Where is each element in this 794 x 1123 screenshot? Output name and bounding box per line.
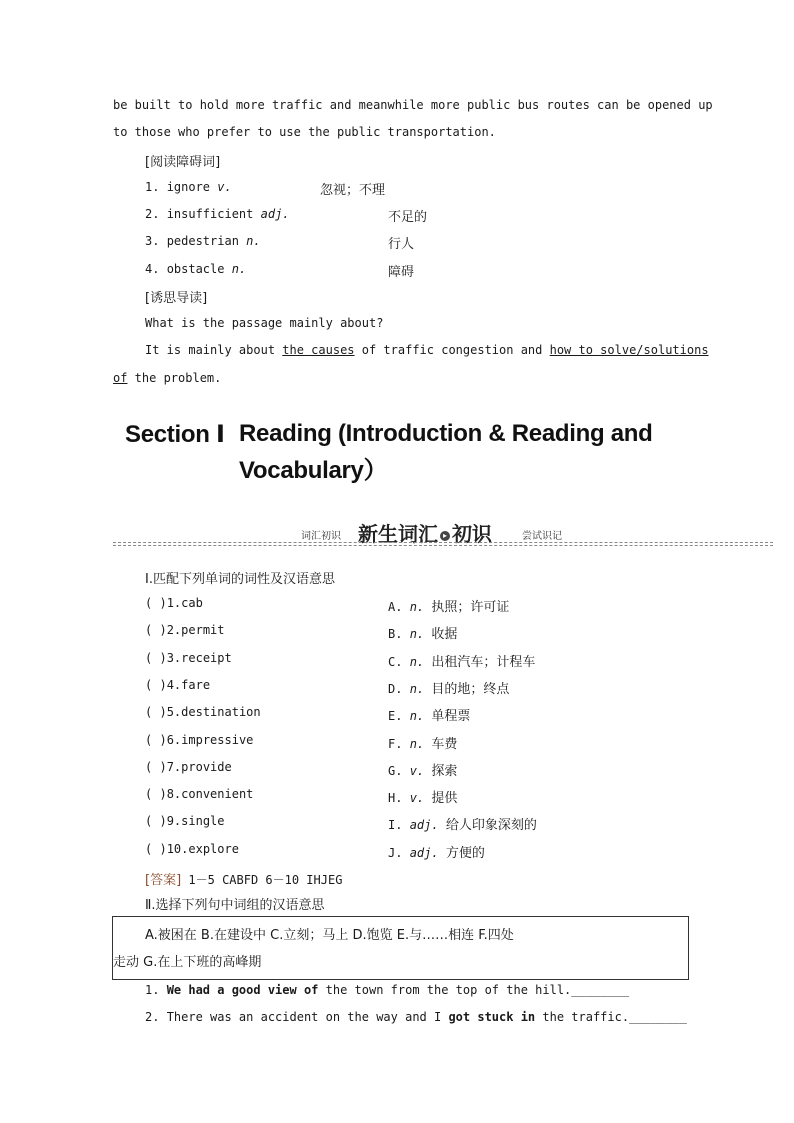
- answer-underlined: the causes: [282, 343, 355, 357]
- answer-paren[interactable]: ( ): [145, 732, 167, 747]
- answer-text: It is mainly about: [145, 343, 283, 357]
- sentence-text: the town from the top of the hill.: [318, 983, 572, 997]
- answer-paren[interactable]: ( ): [145, 623, 167, 638]
- intro-line-1: be built to hold more traffic and meanwhile more public bus routes can be opened up: [113, 98, 713, 112]
- option-pos: n.: [409, 654, 425, 669]
- obstacle-item-1: [145, 180, 232, 194]
- matching-option-7: [388, 760, 457, 779]
- phrase-sentence-2: [145, 1010, 687, 1024]
- answer-text: 1－5 CABFD 6－10 IHJEG: [188, 873, 343, 887]
- option-pos: n.: [409, 627, 425, 642]
- item-word: permit: [181, 623, 225, 638]
- option-pos: n.: [409, 709, 425, 724]
- option-pos: n.: [409, 600, 425, 614]
- option-letter: J.: [388, 845, 403, 860]
- obstacle-item-4: [145, 262, 246, 276]
- item-number: 6.: [166, 732, 182, 747]
- option-letter: I.: [388, 818, 403, 833]
- obstacle-item-3: [145, 234, 261, 248]
- matching-item-9: [145, 814, 225, 828]
- option-meaning: 探索: [431, 763, 458, 779]
- matching-item-10: [145, 842, 239, 856]
- option-meaning: 目的地；终点: [431, 681, 510, 697]
- obstacle-meaning-1: 忽视；不理: [320, 183, 386, 198]
- matching-item-3: [145, 651, 232, 665]
- reading-obstacles-heading: [阅读障碍词]: [145, 155, 221, 170]
- matching-item-6: [145, 733, 253, 747]
- matching-option-10: [388, 842, 485, 861]
- answer-blank[interactable]: ________: [629, 1010, 687, 1024]
- item-number: 10.: [166, 841, 189, 856]
- option-letter: E.: [388, 709, 403, 724]
- item-word: insufficient: [166, 207, 254, 221]
- matching-item-1: [145, 596, 203, 610]
- item-word: explore: [188, 841, 239, 856]
- sentence-key-phrase: We had a good view of: [166, 983, 319, 997]
- banner-divider: [113, 545, 773, 546]
- option-meaning: 执照；许可证: [431, 600, 510, 615]
- option-pos: n.: [409, 736, 425, 751]
- matching-heading: Ⅰ.匹配下列单词的词性及汉语意思: [145, 572, 335, 587]
- option-letter: D.: [388, 681, 403, 696]
- item-number: 8.: [166, 787, 182, 802]
- answer-paren[interactable]: ( ): [145, 759, 167, 774]
- answer-paren[interactable]: ( ): [145, 650, 167, 665]
- item-number: 5.: [166, 705, 182, 720]
- answer-paren[interactable]: ( ): [145, 787, 167, 802]
- item-pos: v.: [217, 180, 232, 194]
- item-word: destination: [181, 705, 261, 720]
- sentence-number: 2.: [145, 1010, 160, 1024]
- item-number: 4.: [166, 677, 182, 692]
- answer-text: of traffic congestion and: [354, 343, 550, 357]
- sentence-number: 1.: [145, 983, 160, 997]
- item-word: receipt: [181, 650, 232, 665]
- option-meaning: 单程票: [431, 709, 471, 725]
- matching-item-7: [145, 760, 232, 774]
- matching-option-1: [388, 596, 509, 615]
- matching-item-5: [145, 705, 261, 719]
- item-word: single: [181, 814, 225, 829]
- section-title-line-1: Reading (Introduction & Reading and: [239, 420, 653, 447]
- option-pos: adj.: [409, 818, 439, 833]
- item-number: 1.: [145, 180, 160, 194]
- item-word: pedestrian: [166, 234, 239, 248]
- matching-item-4: [145, 678, 210, 692]
- option-meaning: 出租汽车；计程车: [431, 654, 536, 670]
- option-letter: F.: [388, 736, 403, 751]
- answer-underlined: how to solve/solutions: [549, 343, 709, 357]
- matching-option-8: [388, 787, 457, 806]
- item-word: cab: [181, 596, 203, 610]
- answer-paren[interactable]: ( ): [145, 841, 167, 856]
- answer-paren[interactable]: ( ): [145, 705, 167, 720]
- item-pos: adj.: [260, 207, 290, 221]
- guided-reading-question: What is the passage mainly about?: [145, 316, 384, 330]
- answer-paren[interactable]: ( ): [145, 814, 167, 829]
- item-pos: n.: [231, 262, 247, 276]
- item-number: 7.: [166, 759, 182, 774]
- option-pos: v.: [409, 763, 425, 778]
- option-meaning: 收据: [431, 627, 458, 643]
- item-number: 9.: [166, 814, 182, 829]
- matching-option-2: [388, 623, 457, 642]
- matching-item-8: [145, 787, 253, 801]
- section-title-label: Section Ⅰ: [125, 421, 225, 448]
- item-word: impressive: [181, 732, 254, 747]
- intro-line-2: to those who prefer to use the public transportation.: [113, 125, 496, 139]
- option-pos: v.: [409, 791, 425, 806]
- section-title-line-2: Vocabulary）: [239, 457, 388, 484]
- guided-reading-answer-line-2: [113, 371, 221, 385]
- guided-reading-heading: [诱思导读]: [145, 291, 208, 306]
- banner-divider: [113, 542, 773, 543]
- item-number: 4.: [145, 262, 160, 276]
- answer-text: the problem.: [127, 371, 222, 385]
- answer-underlined: of: [113, 371, 128, 385]
- banner-left-label: 词汇初识: [301, 531, 341, 542]
- item-number: 3.: [166, 650, 182, 665]
- phrases-heading: Ⅱ.选择下列句中词组的汉语意思: [145, 898, 325, 913]
- obstacle-meaning-4: 障碍: [388, 265, 415, 280]
- option-letter: A.: [388, 600, 403, 614]
- sentence-text: the traffic.: [535, 1010, 630, 1024]
- item-word: fare: [181, 677, 211, 692]
- phrase-options-line-2: 走动 G.在上下班的高峰期: [113, 955, 262, 970]
- matching-item-2: [145, 623, 225, 637]
- item-number: 1.: [166, 596, 182, 610]
- matching-option-9: [388, 814, 537, 833]
- option-pos: adj.: [409, 845, 439, 860]
- obstacle-meaning-2: 不足的: [388, 210, 428, 225]
- item-number: 2.: [166, 623, 182, 638]
- item-word: ignore: [166, 180, 211, 194]
- option-meaning: 方便的: [445, 845, 485, 861]
- banner-right-label: 尝试识记: [522, 531, 562, 542]
- matching-answer: [145, 869, 342, 888]
- item-number: 3.: [145, 234, 160, 248]
- answer-paren[interactable]: ( ): [145, 596, 167, 610]
- obstacle-meaning-3: 行人: [388, 237, 415, 252]
- item-word: convenient: [181, 787, 254, 802]
- matching-option-6: [388, 733, 457, 752]
- option-pos: n.: [409, 681, 425, 696]
- phrase-options-line-1: A.被困在 B.在建设中 C.立刻；马上 D.饱览 E.与……相连 F.四处: [145, 928, 514, 943]
- arrow-icon: ▸: [440, 531, 450, 541]
- option-letter: B.: [388, 627, 403, 642]
- option-letter: C.: [388, 654, 403, 669]
- option-letter: H.: [388, 791, 403, 806]
- option-meaning: 给人印象深刻的: [445, 818, 537, 834]
- sentence-key-phrase: got stuck in: [448, 1010, 536, 1024]
- matching-option-3: [388, 651, 535, 670]
- item-word: provide: [181, 759, 232, 774]
- banner-title-part1: 新生词汇: [358, 522, 438, 546]
- answer-blank[interactable]: ________: [571, 983, 630, 997]
- option-meaning: 车费: [431, 736, 458, 752]
- obstacle-item-2: [145, 207, 290, 221]
- phrase-sentence-1: [145, 983, 629, 997]
- matching-option-4: [388, 678, 509, 697]
- answer-paren[interactable]: ( ): [145, 677, 167, 692]
- item-word: obstacle: [166, 262, 225, 276]
- guided-reading-answer-line-1: [145, 343, 709, 357]
- sentence-text: There was an accident on the way and I: [166, 1010, 449, 1024]
- item-pos: n.: [246, 234, 261, 248]
- option-letter: G.: [388, 763, 403, 778]
- item-number: 2.: [145, 207, 160, 221]
- matching-option-5: [388, 705, 470, 724]
- answer-label: [答案]: [145, 873, 182, 888]
- option-meaning: 提供: [431, 791, 458, 807]
- banner-title-part2: 初识: [452, 522, 492, 546]
